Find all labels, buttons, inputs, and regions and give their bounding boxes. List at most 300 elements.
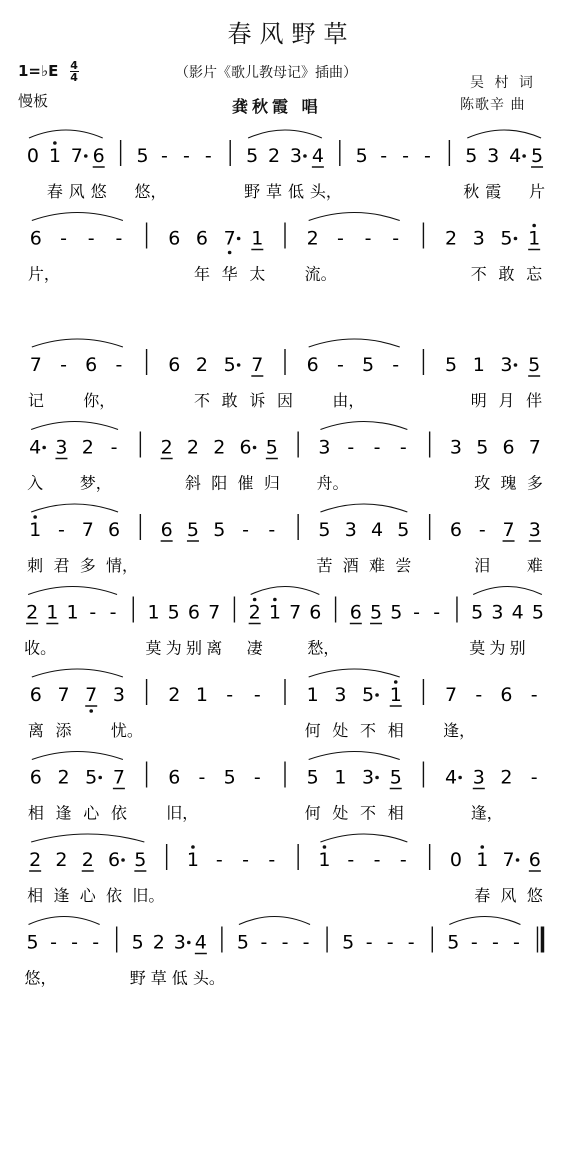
- dash: -: [470, 931, 478, 954]
- augmentation-dot: [237, 237, 241, 241]
- dash: -: [491, 931, 499, 954]
- lyric-character: 因: [277, 391, 294, 410]
- dash: -: [260, 931, 268, 954]
- note: 3: [491, 601, 504, 624]
- dash: -: [373, 849, 381, 871]
- note: 1: [48, 145, 61, 167]
- note: 5: [236, 931, 249, 954]
- lyric-character: 太: [249, 264, 266, 284]
- note: 2: [55, 849, 68, 871]
- augmentation-dot: [514, 363, 518, 367]
- note: 7: [445, 684, 458, 706]
- note: 2: [168, 684, 181, 706]
- lyric-character: 悠，: [24, 968, 57, 988]
- lyric-character: 离: [206, 638, 223, 658]
- lyric-character: 不: [360, 803, 377, 823]
- dash: -: [268, 849, 276, 871]
- note: 4: [445, 766, 458, 789]
- note: 2: [445, 227, 458, 250]
- augmentation-dot: [375, 776, 379, 780]
- note: 3: [173, 931, 186, 954]
- lyric-character: 相: [387, 721, 404, 740]
- lyric-character: 为: [165, 638, 182, 658]
- lyric-character: 相: [27, 803, 44, 823]
- dash: -: [242, 519, 249, 541]
- note: 2: [26, 601, 39, 624]
- note: 7: [502, 519, 515, 541]
- lyric-character: 泪: [474, 556, 491, 575]
- note: 5: [186, 519, 199, 541]
- note: 3: [344, 519, 357, 541]
- lyric-character: 莫: [469, 638, 486, 658]
- dash: -: [424, 145, 431, 167]
- note: 7: [251, 354, 264, 376]
- note: 6: [187, 601, 201, 624]
- note: 1: [472, 354, 485, 376]
- lyric-character: 低: [287, 182, 304, 201]
- slur: [29, 917, 100, 925]
- dash: -: [89, 601, 97, 624]
- dash: -: [513, 931, 520, 954]
- slur: [467, 130, 541, 138]
- slur: [251, 587, 320, 595]
- lyric-character: 多: [79, 556, 96, 575]
- lyric-character: 片，: [27, 264, 60, 284]
- octave-dot-above: [532, 224, 536, 228]
- note: 5: [26, 931, 39, 954]
- slur: [320, 504, 407, 512]
- dash: -: [399, 436, 407, 459]
- lyric-character: 愁，: [307, 638, 340, 658]
- dash: -: [380, 145, 388, 167]
- lyric-character: 春: [474, 886, 491, 905]
- note: 5: [223, 766, 236, 789]
- augmentation-dot: [458, 776, 462, 780]
- lyric-character: 斜: [184, 473, 201, 493]
- note: 2: [195, 354, 208, 376]
- lyric-character: 依: [106, 886, 123, 905]
- dash: -: [373, 436, 381, 459]
- octave-dot-above: [323, 845, 327, 849]
- lyric-character: 春: [46, 182, 63, 201]
- note: 6: [500, 684, 513, 706]
- lyric-character: 刺: [27, 556, 44, 575]
- note: 6: [108, 519, 121, 541]
- note: 1: [251, 227, 264, 250]
- lyric-character: 野: [244, 182, 261, 201]
- note: 5: [134, 849, 147, 871]
- dash: -: [530, 766, 538, 789]
- dash: -: [433, 601, 441, 624]
- dash: -: [92, 931, 100, 954]
- lyric-character: 瑰: [500, 473, 517, 493]
- note: 5: [465, 145, 478, 167]
- slur: [28, 587, 117, 595]
- lyric-character: 逢: [55, 803, 72, 823]
- note: 5: [265, 436, 278, 459]
- slur: [31, 834, 144, 842]
- slur: [320, 834, 407, 842]
- lyric-character: 难: [526, 556, 543, 575]
- slur: [239, 917, 310, 925]
- note: 6: [108, 849, 121, 871]
- lyric-character: 头，: [309, 182, 342, 201]
- dash: -: [302, 931, 310, 954]
- dash: -: [110, 436, 118, 459]
- lyric-character: 逢，: [443, 721, 476, 740]
- note: 5: [476, 436, 489, 459]
- lyric-character: 悠: [90, 182, 107, 201]
- note: 4: [29, 436, 42, 459]
- lyric-character: 风: [68, 182, 85, 201]
- note: 1: [476, 849, 489, 871]
- note: 4: [371, 519, 384, 541]
- slur: [248, 130, 322, 138]
- lyric-character: 悠，: [134, 182, 167, 201]
- note: 2: [248, 601, 261, 624]
- lyric-character: 风: [500, 886, 517, 905]
- note: 6: [528, 849, 541, 871]
- lyric-character: 苦: [316, 556, 333, 575]
- lyric-character: 添: [55, 721, 72, 740]
- dash: -: [386, 931, 394, 954]
- lyric-character: 你，: [83, 391, 116, 410]
- lyric-character: 敢: [498, 264, 515, 284]
- slur: [309, 669, 400, 677]
- note: 5: [362, 354, 375, 376]
- note: 1: [334, 766, 347, 789]
- lyric-character: 秋: [463, 182, 480, 201]
- note: 4: [511, 601, 524, 624]
- lyric-character: 情，: [106, 556, 139, 575]
- slur: [473, 587, 542, 595]
- lyric-character: 舟。: [316, 473, 349, 493]
- note: 7: [112, 766, 125, 789]
- note: 6: [449, 519, 462, 541]
- lyric-character: 依: [110, 803, 127, 823]
- lyric-character: 多: [526, 473, 543, 493]
- note: 5: [246, 145, 259, 167]
- singer-credit: 龚秋霞 唱: [232, 97, 322, 116]
- tempo-marking: 慢板: [18, 92, 49, 110]
- lyric-character: 尝: [395, 556, 412, 575]
- lyric-character: 处: [332, 721, 349, 740]
- note: 2: [152, 931, 165, 954]
- note: 6: [85, 354, 98, 376]
- note: 7: [502, 849, 515, 871]
- lyric-character: 玫: [474, 473, 491, 493]
- note: 2: [186, 436, 199, 459]
- dash: -: [115, 354, 123, 376]
- note: 6: [160, 519, 173, 541]
- dash: -: [198, 766, 206, 789]
- note: 7: [85, 684, 98, 706]
- augmentation-dot: [514, 237, 518, 241]
- lyric-character: 别: [185, 638, 202, 658]
- lyric-character: 低: [171, 968, 188, 988]
- note: 2: [267, 145, 281, 167]
- lyric-character: 明: [470, 391, 487, 410]
- lyric-character: 华: [221, 264, 238, 284]
- lyric-character: 何: [304, 721, 321, 740]
- lyric-character: 君: [53, 556, 70, 575]
- note: 5: [362, 684, 375, 706]
- note: 7: [81, 519, 94, 541]
- note: 3: [500, 354, 513, 376]
- augmentation-dot: [121, 858, 125, 862]
- lyric-character: 记: [27, 391, 44, 410]
- note: 3: [318, 436, 331, 459]
- octave-dot-below: [89, 709, 93, 713]
- augmentation-dot: [516, 858, 520, 862]
- octave-dot-above: [273, 598, 277, 602]
- dash: -: [475, 684, 483, 706]
- lyric-character: 草: [266, 182, 283, 201]
- dash: -: [364, 227, 372, 250]
- dash: -: [60, 227, 67, 250]
- note: 1: [29, 519, 42, 541]
- note: 5: [306, 766, 319, 789]
- dash: -: [336, 227, 344, 250]
- lyric-character: 为: [489, 638, 506, 658]
- lyric-character: 忘: [526, 264, 543, 284]
- note: 5: [136, 145, 149, 167]
- note: 2: [500, 766, 513, 789]
- note: 5: [318, 519, 331, 541]
- dash: -: [87, 227, 95, 250]
- lyric-character: 年: [193, 264, 210, 284]
- lyric-character: 收。: [24, 638, 57, 658]
- slur: [309, 339, 400, 347]
- dash: -: [478, 519, 486, 541]
- slur: [449, 917, 520, 925]
- note: 4: [311, 145, 324, 167]
- lyric-character: 相: [27, 886, 44, 905]
- dash: -: [347, 436, 355, 459]
- augmentation-dot: [303, 154, 307, 158]
- note: 2: [213, 436, 226, 459]
- note: 3: [55, 436, 68, 459]
- dash: -: [268, 519, 276, 541]
- note: 2: [81, 436, 94, 459]
- dash: -: [413, 601, 420, 624]
- lyric-character: 由，: [332, 391, 365, 410]
- note: 1: [186, 849, 199, 871]
- note: 5: [355, 145, 368, 167]
- note: 1: [46, 601, 59, 624]
- meter-top: 4: [70, 59, 78, 72]
- note: 3: [472, 766, 485, 789]
- note: 5: [528, 354, 541, 376]
- note: 3: [528, 519, 541, 541]
- octave-dot-above: [394, 680, 398, 684]
- composer-credit: 陈歌辛 曲: [460, 97, 526, 113]
- lyric-character: 不: [470, 264, 487, 284]
- note: 5: [500, 227, 513, 250]
- octave-dot-below: [228, 251, 232, 255]
- lyric-character: 诉: [249, 391, 266, 410]
- dash: -: [407, 931, 415, 954]
- note: 2: [57, 766, 70, 789]
- lyric-character: 伴: [526, 391, 543, 410]
- dash: -: [392, 354, 400, 376]
- octave-dot-above: [191, 845, 195, 849]
- slur: [32, 213, 123, 221]
- note: 3: [112, 684, 125, 706]
- note: 1: [66, 601, 79, 624]
- lyric-character: 梦，: [79, 473, 112, 493]
- octave-dot-above: [253, 598, 257, 602]
- note: 1: [268, 601, 281, 624]
- dash: -: [530, 684, 538, 706]
- dash: -: [161, 145, 168, 167]
- lyric-character: 流。: [304, 264, 337, 284]
- lyric-character: 阳: [211, 473, 228, 493]
- note: 5: [530, 145, 544, 167]
- dash: -: [402, 145, 409, 167]
- augmentation-dot: [253, 446, 257, 450]
- note: 6: [309, 601, 322, 624]
- slur: [31, 504, 118, 512]
- lyric-character: 月: [498, 391, 515, 410]
- lyric-character: 归: [263, 473, 280, 493]
- slur: [32, 752, 123, 760]
- lyric-character: 难: [369, 556, 386, 575]
- note: 3: [472, 227, 485, 250]
- lyric-character: 别: [509, 638, 526, 658]
- note: 7: [70, 145, 83, 167]
- dash: -: [182, 145, 190, 167]
- augmentation-dot: [42, 446, 46, 450]
- meter-bottom: 4: [70, 71, 78, 84]
- dash: -: [347, 849, 355, 871]
- key-label: 1=♭E: [18, 62, 59, 80]
- octave-dot-above: [53, 141, 57, 145]
- dash: -: [71, 931, 79, 954]
- note: 5: [342, 931, 355, 954]
- note: 7: [208, 601, 221, 624]
- note: 6: [92, 145, 105, 167]
- note: 3: [334, 684, 347, 706]
- note: 5: [167, 601, 180, 624]
- dash: -: [50, 931, 57, 954]
- note: 1: [195, 684, 208, 706]
- note: 3: [449, 436, 462, 459]
- note: 6: [29, 684, 42, 706]
- dash: -: [365, 931, 373, 954]
- dash: -: [253, 684, 261, 706]
- dash: -: [204, 145, 212, 167]
- lyric-character: 凄: [246, 638, 263, 658]
- lyric-character: 何: [304, 803, 321, 823]
- augmentation-dot: [187, 941, 191, 945]
- lyric-character: 处: [332, 803, 349, 823]
- lyric-character: 头。: [192, 968, 225, 988]
- slur: [320, 422, 407, 430]
- note: 2: [81, 849, 94, 871]
- note: 5: [85, 766, 98, 789]
- note: 7: [29, 354, 42, 376]
- lyric-character: 心: [79, 886, 96, 905]
- lyric-character: 霞: [485, 182, 502, 201]
- lyric-character: 旧，: [166, 803, 199, 823]
- note: 5: [471, 601, 484, 624]
- note: 6: [168, 227, 181, 250]
- lyric-character: 忧。: [110, 721, 143, 740]
- slur: [32, 339, 123, 347]
- slur: [31, 422, 118, 430]
- lyric-character: 离: [27, 721, 44, 740]
- octave-dot-above: [33, 515, 37, 519]
- dash: -: [399, 849, 407, 871]
- note: 4: [509, 145, 522, 167]
- note: 5: [445, 354, 458, 376]
- note: 5: [389, 766, 402, 789]
- note: 6: [168, 766, 181, 789]
- augmentation-dot: [237, 363, 241, 367]
- note: 5: [397, 519, 410, 541]
- note: 6: [349, 601, 362, 624]
- note: 6: [502, 436, 515, 459]
- lyric-character: 相: [387, 803, 404, 823]
- note: 6: [239, 436, 252, 459]
- note: 7: [223, 227, 236, 250]
- note: 6: [195, 227, 208, 250]
- note: 0: [26, 145, 40, 167]
- lyric-character: 不: [193, 391, 210, 410]
- augmentation-dot: [522, 154, 526, 158]
- note: 7: [289, 601, 302, 624]
- dash: -: [60, 354, 67, 376]
- note: 1: [318, 849, 331, 871]
- note: 5: [223, 354, 236, 376]
- lyric-character: 心: [83, 803, 100, 823]
- note: 2: [29, 849, 42, 871]
- note: 5: [213, 519, 226, 541]
- lyric-character: 悠: [526, 886, 543, 905]
- dash: -: [58, 519, 65, 541]
- note: 6: [306, 354, 319, 376]
- slur: [309, 752, 400, 760]
- lyric-character: 不: [360, 721, 377, 740]
- note: 7: [57, 684, 70, 706]
- lyric-character: 莫: [145, 638, 162, 658]
- lyric-character: 酒: [342, 556, 359, 575]
- note: 3: [289, 145, 303, 167]
- slur: [32, 669, 123, 677]
- lyric-character: 催: [237, 473, 254, 493]
- dash: -: [392, 227, 400, 250]
- note: 5: [369, 601, 383, 624]
- note: 6: [168, 354, 181, 376]
- dash: -: [226, 684, 234, 706]
- lyric-character: 草: [150, 968, 167, 988]
- dash: -: [281, 931, 289, 954]
- note: 5: [531, 601, 544, 624]
- note: 1: [389, 684, 402, 706]
- dash: -: [336, 354, 344, 376]
- lyric-character: 片: [529, 182, 546, 201]
- slur: [309, 213, 400, 221]
- lyric-character: 入: [27, 473, 44, 493]
- note: 5: [447, 931, 460, 954]
- augmentation-dot: [98, 776, 102, 780]
- note: 6: [29, 766, 42, 789]
- note: 6: [29, 227, 42, 250]
- note: 2: [160, 436, 173, 459]
- dash: -: [109, 601, 117, 624]
- note: 1: [306, 684, 319, 706]
